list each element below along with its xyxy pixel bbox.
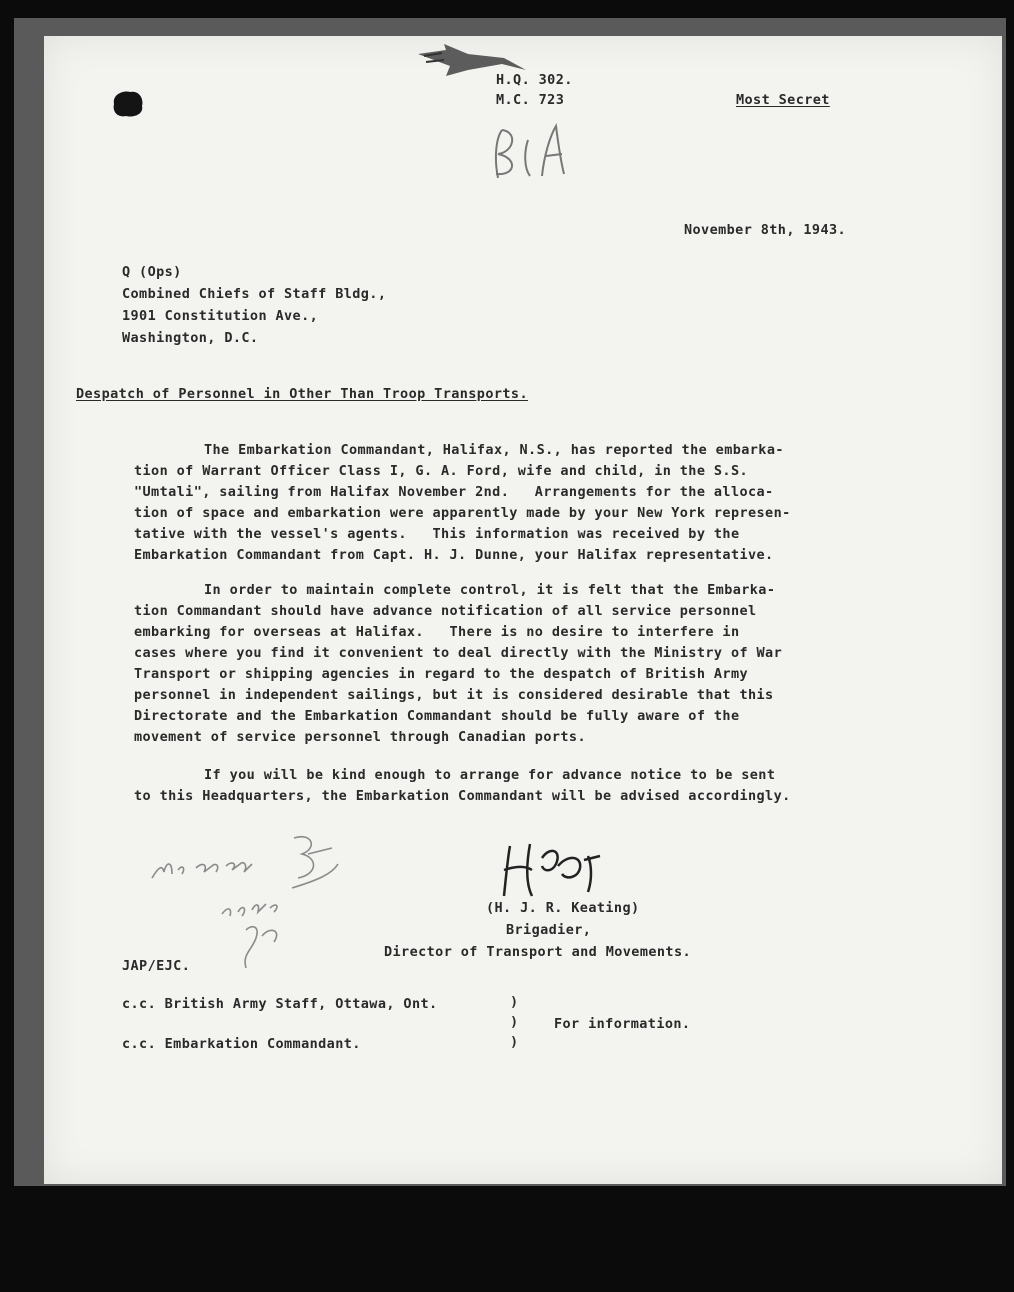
handwritten-signature bbox=[496, 836, 626, 902]
handwritten-margin-note bbox=[142, 818, 342, 978]
subject-line: Despatch of Personnel in Other Than Troop Transports. bbox=[76, 386, 528, 402]
paragraph-2-line-7: Directorate and the Embarkation Commandant should be fully aware of the bbox=[134, 708, 740, 724]
paragraph-2-line-2: tion Commandant should have advance notification of all service personnel bbox=[134, 603, 757, 619]
paragraph-2-line-5: Transport or shipping agencies in regard to the despatch of British Army bbox=[134, 666, 748, 682]
address-line-3: 1901 Constitution Ave., bbox=[122, 308, 319, 324]
address-line-2: Combined Chiefs of Staff Bldg., bbox=[122, 286, 387, 302]
ink-blot-icon bbox=[110, 88, 146, 120]
paragraph-2-line-6: personnel in independent sailings, but it is considered desirable that this bbox=[134, 687, 774, 703]
cc-line-1: c.c. British Army Staff, Ottawa, Ont. bbox=[122, 996, 438, 1012]
paragraph-3-line-1: If you will be kind enough to arrange for advance notice to be sent bbox=[204, 767, 776, 783]
reference-initials: JAP/EJC. bbox=[122, 958, 191, 974]
handwritten-initials-top bbox=[484, 118, 570, 188]
cc-line-2: c.c. Embarkation Commandant. bbox=[122, 1036, 361, 1052]
paragraph-2-line-8: movement of service personnel through Canadian ports. bbox=[134, 729, 586, 745]
paragraph-2-line-3: embarking for overseas at Halifax. There is no desire to interfere in bbox=[134, 624, 740, 640]
paragraph-1-line-2: tion of Warrant Officer Class I, G. A. Ford, wife and child, in the S.S. bbox=[134, 463, 748, 479]
cc-note: For information. bbox=[554, 1016, 691, 1032]
paragraph-1-line-3: "Umtali", sailing from Halifax November 2nd. Arrangements for the alloca- bbox=[134, 484, 774, 500]
paragraph-1-line-6: Embarkation Commandant from Capt. H. J. Dunne, your Halifax representative. bbox=[134, 547, 774, 563]
signatory-rank: Brigadier, bbox=[506, 922, 592, 938]
address-line-4: Washington, D.C. bbox=[122, 330, 259, 346]
paragraph-2-line-4: cases where you find it convenient to deal directly with the Ministry of War bbox=[134, 645, 783, 661]
cc-brace-2: ) bbox=[510, 1014, 519, 1030]
cc-brace-1: ) bbox=[510, 994, 519, 1010]
file-reference-1: H.Q. 302. bbox=[496, 72, 573, 88]
letter-date: November 8th, 1943. bbox=[684, 222, 847, 238]
classification-marking: Most Secret bbox=[736, 92, 830, 108]
signatory-title: Director of Transport and Movements. bbox=[384, 944, 691, 960]
address-line-1: Q (Ops) bbox=[122, 264, 182, 280]
paragraph-3-line-2: to this Headquarters, the Embarkation Commandant will be advised accordingly. bbox=[134, 788, 791, 804]
paragraph-2-line-1: In order to maintain complete control, it is felt that the Embarka- bbox=[204, 582, 776, 598]
signatory-name: (H. J. R. Keating) bbox=[486, 900, 640, 916]
paragraph-1-line-5: tative with the vessel's agents. This information was received by the bbox=[134, 526, 740, 542]
cc-brace-3: ) bbox=[510, 1034, 519, 1050]
letter-page bbox=[44, 36, 1002, 1184]
paragraph-1-line-1: The Embarkation Commandant, Halifax, N.S., has reported the embarka- bbox=[204, 442, 784, 458]
paragraph-1-line-4: tion of space and embarkation were apparently made by your New York represen- bbox=[134, 505, 791, 521]
file-reference-2: M.C. 723 bbox=[496, 92, 565, 108]
